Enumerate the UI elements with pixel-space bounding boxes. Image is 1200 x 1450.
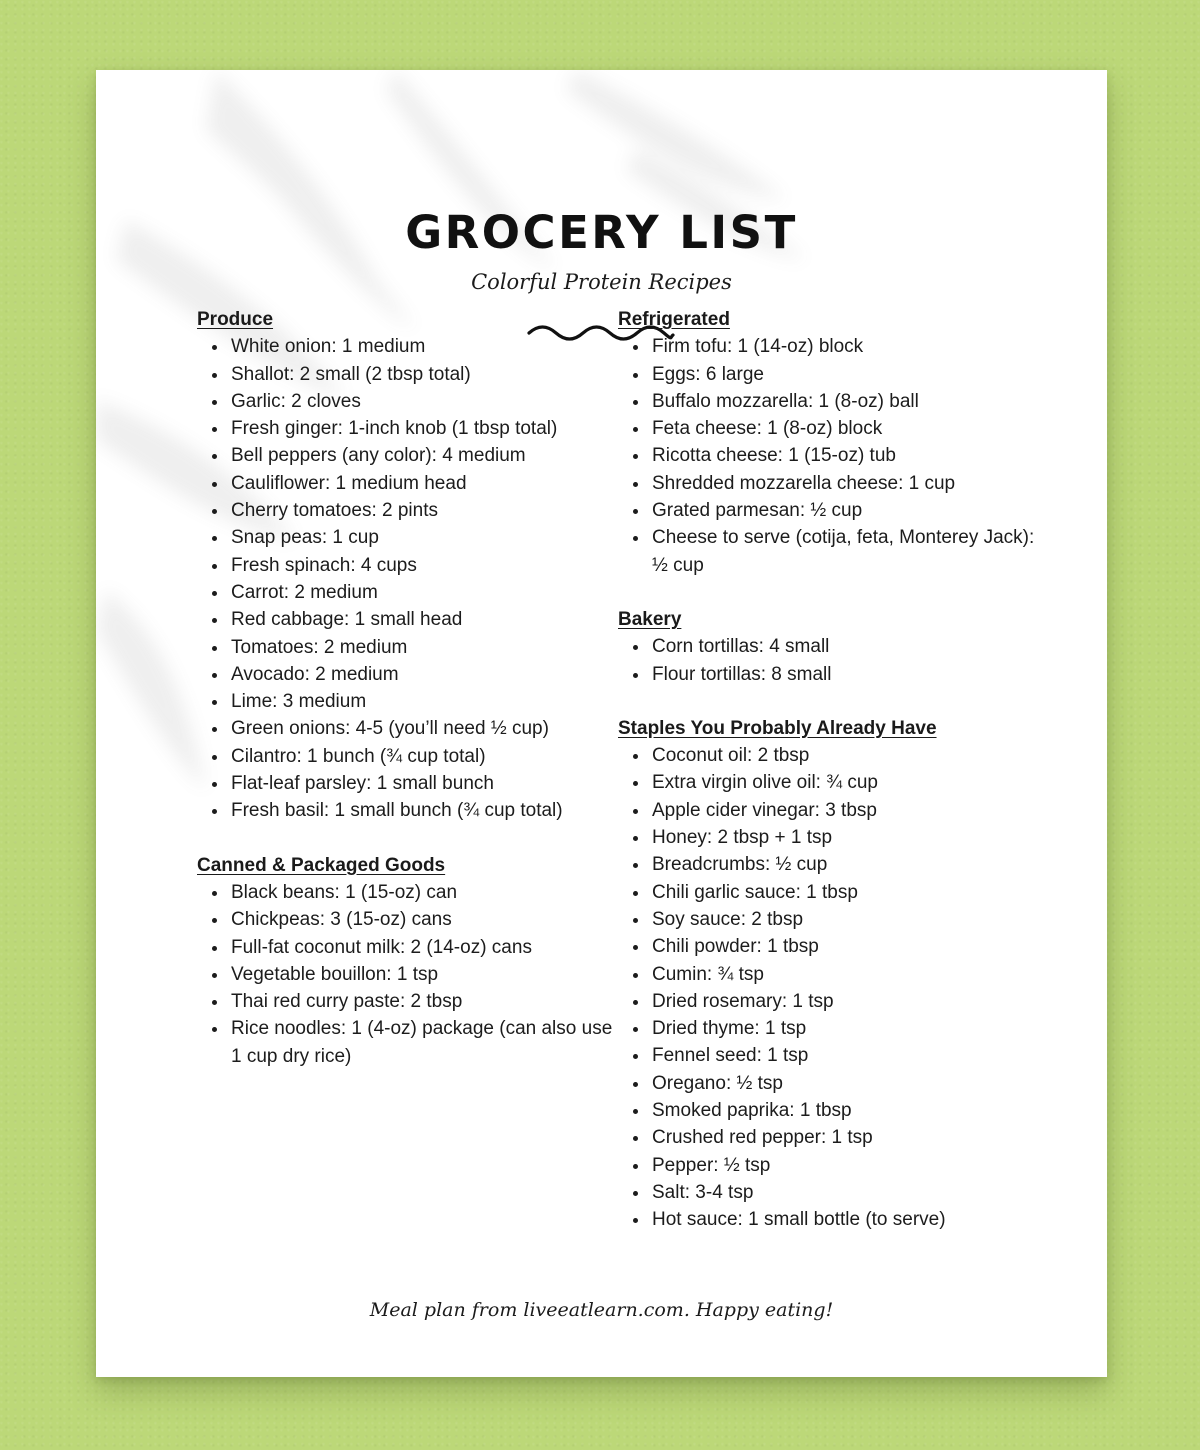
list-item: Dried rosemary: 1 tsp [618, 988, 1038, 1015]
canned-packaged-list [197, 879, 617, 1070]
list-item: Fresh ginger: 1-inch knob (1 tbsp total) [197, 415, 617, 442]
list-item: Garlic: 2 cloves [197, 388, 617, 415]
produce-list [197, 333, 617, 824]
list-item: Feta cheese: 1 (8-oz) block [618, 415, 1038, 442]
list-item: Chili garlic sauce: 1 tbsp [618, 879, 1038, 906]
list-item: Tomatoes: 2 medium [197, 634, 617, 661]
list-item: Grated parmesan: ½ cup [618, 497, 1038, 524]
section-staples [618, 715, 1038, 1234]
left-column [197, 306, 617, 1070]
list-item: Fennel seed: 1 tsp [618, 1042, 1038, 1069]
list-item: Extra virgin olive oil: ¾ cup [618, 769, 1038, 796]
list-item: Soy sauce: 2 tbsp [618, 906, 1038, 933]
section-bakery [618, 606, 1038, 688]
list-item: Hot sauce: 1 small bottle (to serve) [618, 1206, 1038, 1233]
list-item: Chili powder: 1 tbsp [618, 933, 1038, 960]
list-item: Rice noodles: 1 (4-oz) package (can also use 1 cup dry rice) [197, 1015, 617, 1070]
list-item: Dried thyme: 1 tsp [618, 1015, 1038, 1042]
list-item: Flour tortillas: 8 small [618, 661, 1038, 688]
section-title-produce: Produce [197, 309, 274, 330]
list-item: White onion: 1 medium [197, 333, 617, 360]
list-item: Cherry tomatoes: 2 pints [197, 497, 617, 524]
section-canned-packaged [197, 852, 617, 1070]
list-item: Smoked paprika: 1 tbsp [618, 1097, 1038, 1124]
list-item: Honey: 2 tbsp + 1 tsp [618, 824, 1038, 851]
list-item: Pepper: ½ tsp [618, 1152, 1038, 1179]
list-item: Breadcrumbs: ½ cup [618, 851, 1038, 878]
section-refrigerated [618, 306, 1038, 579]
list-item: Black beans: 1 (15-oz) can [197, 879, 617, 906]
footer-note: Meal plan from liveeatlearn.com. Happy eating! [369, 1299, 834, 1321]
grocery-list-sheet [96, 70, 1107, 1377]
list-item: Snap peas: 1 cup [197, 524, 617, 551]
page-subtitle: Colorful Protein Recipes [471, 270, 732, 294]
bakery-list [618, 633, 1038, 688]
section-title-refrigerated: Refrigerated [618, 309, 730, 330]
page-title: GROCERY LIST [405, 206, 798, 259]
list-item: Shredded mozzarella cheese: 1 cup [618, 470, 1038, 497]
list-item: Crushed red pepper: 1 tsp [618, 1124, 1038, 1151]
staples-list [618, 742, 1038, 1233]
list-item: Cilantro: 1 bunch (¾ cup total) [197, 743, 617, 770]
list-item: Oregano: ½ tsp [618, 1070, 1038, 1097]
list-item: Carrot: 2 medium [197, 579, 617, 606]
section-title-bakery: Bakery [618, 608, 682, 630]
list-item: Avocado: 2 medium [197, 661, 617, 688]
list-item: Thai red curry paste: 2 tbsp [197, 988, 617, 1015]
refrigerated-list [618, 333, 1038, 579]
list-item: Bell peppers (any color): 4 medium [197, 442, 617, 469]
section-produce [197, 306, 617, 825]
list-item: Buffalo mozzarella: 1 (8-oz) ball [618, 388, 1038, 415]
list-item: Cheese to serve (cotija, feta, Monterey Jack): ½ cup [618, 524, 1038, 579]
list-item: Cauliflower: 1 medium head [197, 470, 617, 497]
list-item: Eggs: 6 large [618, 361, 1038, 388]
list-item: Fresh basil: 1 small bunch (¾ cup total) [197, 797, 617, 824]
list-item: Shallot: 2 small (2 tbsp total) [197, 361, 617, 388]
list-item: Salt: 3-4 tsp [618, 1179, 1038, 1206]
list-item: Flat-leaf parsley: 1 small bunch [197, 770, 617, 797]
section-title-canned-packaged: Canned & Packaged Goods [197, 854, 446, 876]
list-item: Lime: 3 medium [197, 688, 617, 715]
list-item: Green onions: 4-5 (you’ll need ½ cup) [197, 715, 617, 742]
list-item: Corn tortillas: 4 small [618, 633, 1038, 660]
list-item: Apple cider vinegar: 3 tbsp [618, 797, 1038, 824]
list-item: Red cabbage: 1 small head [197, 606, 617, 633]
list-item: Fresh spinach: 4 cups [197, 552, 617, 579]
right-column [618, 306, 1038, 1234]
list-item: Coconut oil: 2 tbsp [618, 742, 1038, 769]
list-item: Full-fat coconut milk: 2 (14-oz) cans [197, 934, 617, 961]
list-item: Ricotta cheese: 1 (15-oz) tub [618, 442, 1038, 469]
list-item: Chickpeas: 3 (15-oz) cans [197, 906, 617, 933]
list-item: Firm tofu: 1 (14-oz) block [618, 333, 1038, 360]
list-item: Cumin: ¾ tsp [618, 961, 1038, 988]
section-title-staples: Staples You Probably Already Have [618, 717, 937, 739]
list-item: Vegetable bouillon: 1 tsp [197, 961, 617, 988]
